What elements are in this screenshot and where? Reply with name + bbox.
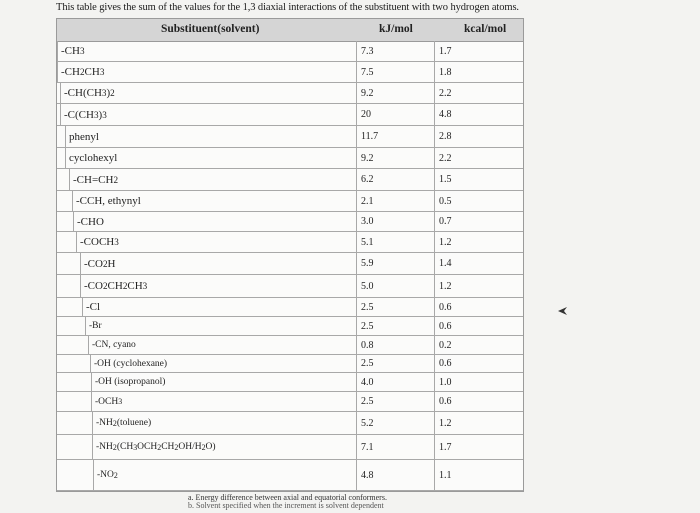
table-header-row bbox=[57, 19, 523, 42]
cell-kcal-value: 2.8 bbox=[439, 131, 452, 142]
cell-kcal-value: 1.2 bbox=[439, 280, 452, 292]
cell-kcal-value: 0.5 bbox=[439, 195, 452, 207]
cell-kj-value: 9.2 bbox=[361, 87, 374, 99]
cell-substituent: -CO 2 CH 2 CH 3 bbox=[84, 280, 148, 292]
table-row bbox=[57, 253, 523, 275]
cell-kj-value: 4.8 bbox=[361, 469, 374, 481]
cell-kj-value: 20 bbox=[361, 109, 371, 120]
cell-kj-value: 5.9 bbox=[361, 258, 374, 269]
cell-substituent: -CH=CH 2 bbox=[73, 173, 119, 186]
cell-substituent: -CHO bbox=[77, 215, 104, 228]
cell-kcal-value: 2.2 bbox=[439, 152, 452, 164]
cell-substituent: -COCH 3 bbox=[80, 236, 119, 248]
cell-substituent: -OH (isopropanol) bbox=[95, 377, 166, 387]
cell-substituent: -NH 2 (toluene) bbox=[96, 418, 152, 428]
table-row bbox=[57, 275, 523, 298]
cell-kcal-value: 1.8 bbox=[439, 66, 452, 78]
cell-substituent: -NH 2 (CH 3 OCH 2 CH 2 OH/H 2 O) bbox=[96, 442, 216, 452]
table-row bbox=[57, 355, 523, 373]
table-row bbox=[57, 298, 523, 317]
cell-substituent: -CH 2 CH 3 bbox=[61, 66, 105, 78]
table-row bbox=[57, 212, 523, 232]
footnote-a: a. Energy difference between axial and equatorial conformers. bbox=[188, 493, 387, 502]
cell-kcal-value: 1.1 bbox=[439, 469, 452, 481]
table-row bbox=[57, 104, 523, 126]
cell-substituent: -NO 2 bbox=[97, 470, 118, 480]
cell-kcal-value: 1.2 bbox=[439, 236, 452, 248]
table-row bbox=[57, 373, 523, 392]
cell-kj-value: 9.2 bbox=[361, 152, 374, 164]
cell-kj-value: 5.1 bbox=[361, 236, 374, 248]
cell-kj-value: 5.0 bbox=[361, 280, 374, 292]
cell-kcal-value: 0.6 bbox=[439, 396, 452, 407]
cell-substituent: -C(CH 3 ) 3 bbox=[64, 108, 107, 121]
table-row bbox=[57, 148, 523, 169]
cell-kcal-value: 0.2 bbox=[439, 339, 452, 351]
cell-kj-value: 7.1 bbox=[361, 441, 374, 453]
arrow-cursor-icon bbox=[556, 305, 568, 317]
header-kj-per-mol: kJ/mol bbox=[379, 23, 413, 35]
table-row bbox=[57, 392, 523, 412]
cell-kj-value: 2.5 bbox=[361, 396, 374, 407]
table-row bbox=[57, 126, 523, 148]
cell-kj-value: 4.0 bbox=[361, 376, 374, 388]
cell-kj-value: 0.8 bbox=[361, 339, 374, 351]
cell-kj-value: 6.2 bbox=[361, 174, 374, 185]
cell-kcal-value: 1.5 bbox=[439, 174, 452, 185]
table-row bbox=[57, 191, 523, 212]
cell-substituent: -CN, cyano bbox=[92, 340, 136, 350]
cell-kcal-value: 1.2 bbox=[439, 417, 452, 429]
cell-kcal-value: 0.6 bbox=[439, 320, 452, 332]
cell-kj-value: 2.5 bbox=[361, 301, 374, 313]
cell-substituent: -CH 3 bbox=[61, 45, 85, 57]
cell-substituent: -CO 2 H bbox=[84, 257, 116, 270]
cell-kj-value: 2.5 bbox=[361, 358, 374, 369]
cell-kcal-value: 0.6 bbox=[439, 301, 452, 313]
conformational-energy-table bbox=[56, 18, 524, 492]
cell-kj-value: 3.0 bbox=[361, 216, 374, 227]
cell-kcal-value: 4.8 bbox=[439, 109, 452, 120]
table-row bbox=[57, 460, 523, 491]
cell-kcal-value: 0.7 bbox=[439, 216, 452, 227]
table-row bbox=[57, 412, 523, 435]
table-row bbox=[57, 336, 523, 355]
table-row bbox=[57, 435, 523, 460]
table-caption: This table gives the sum of the values for the 1,3 diaxial interactions of the substituent with two hydrogen atoms. bbox=[56, 2, 519, 13]
cell-kcal-value: 1.7 bbox=[439, 441, 452, 453]
table-footnotes bbox=[188, 494, 387, 510]
cell-kj-value: 11.7 bbox=[361, 131, 379, 142]
cell-substituent: -CCH, ethynyl bbox=[76, 195, 141, 207]
cell-kcal-value: 1.0 bbox=[439, 376, 452, 388]
table-row bbox=[57, 169, 523, 191]
cell-substituent: cyclohexyl bbox=[69, 152, 118, 164]
cell-kj-value: 2.5 bbox=[361, 320, 374, 332]
cell-kcal-value: 0.6 bbox=[439, 358, 452, 369]
table-row bbox=[57, 232, 523, 253]
cell-kj-value: 2.1 bbox=[361, 195, 374, 207]
table-row bbox=[57, 317, 523, 336]
cell-kj-value: 5.2 bbox=[361, 417, 374, 429]
cell-kcal-value: 1.7 bbox=[439, 45, 452, 57]
cell-substituent: -Cl bbox=[86, 301, 101, 313]
cell-kcal-value: 1.4 bbox=[439, 258, 452, 269]
cell-substituent: -CH(CH 3 ) 2 bbox=[64, 87, 115, 99]
cell-substituent: -OCH 3 bbox=[95, 396, 123, 407]
table-row bbox=[57, 62, 523, 83]
table-row bbox=[57, 41, 523, 62]
cell-substituent: phenyl bbox=[69, 130, 99, 143]
footnote-b: b. Solvent specified when the increment is solvent dependent bbox=[188, 501, 384, 510]
header-substituent: Substituent(solvent) bbox=[161, 23, 260, 35]
cell-substituent: -OH (cyclohexane) bbox=[94, 358, 168, 369]
header-kcal-per-mol: kcal/mol bbox=[464, 23, 507, 35]
cell-kcal-value: 2.2 bbox=[439, 87, 452, 99]
cell-kj-value: 7.5 bbox=[361, 66, 374, 78]
cell-kj-value: 7.3 bbox=[361, 45, 374, 57]
table-row bbox=[57, 83, 523, 104]
cell-substituent: -Br bbox=[89, 321, 102, 331]
